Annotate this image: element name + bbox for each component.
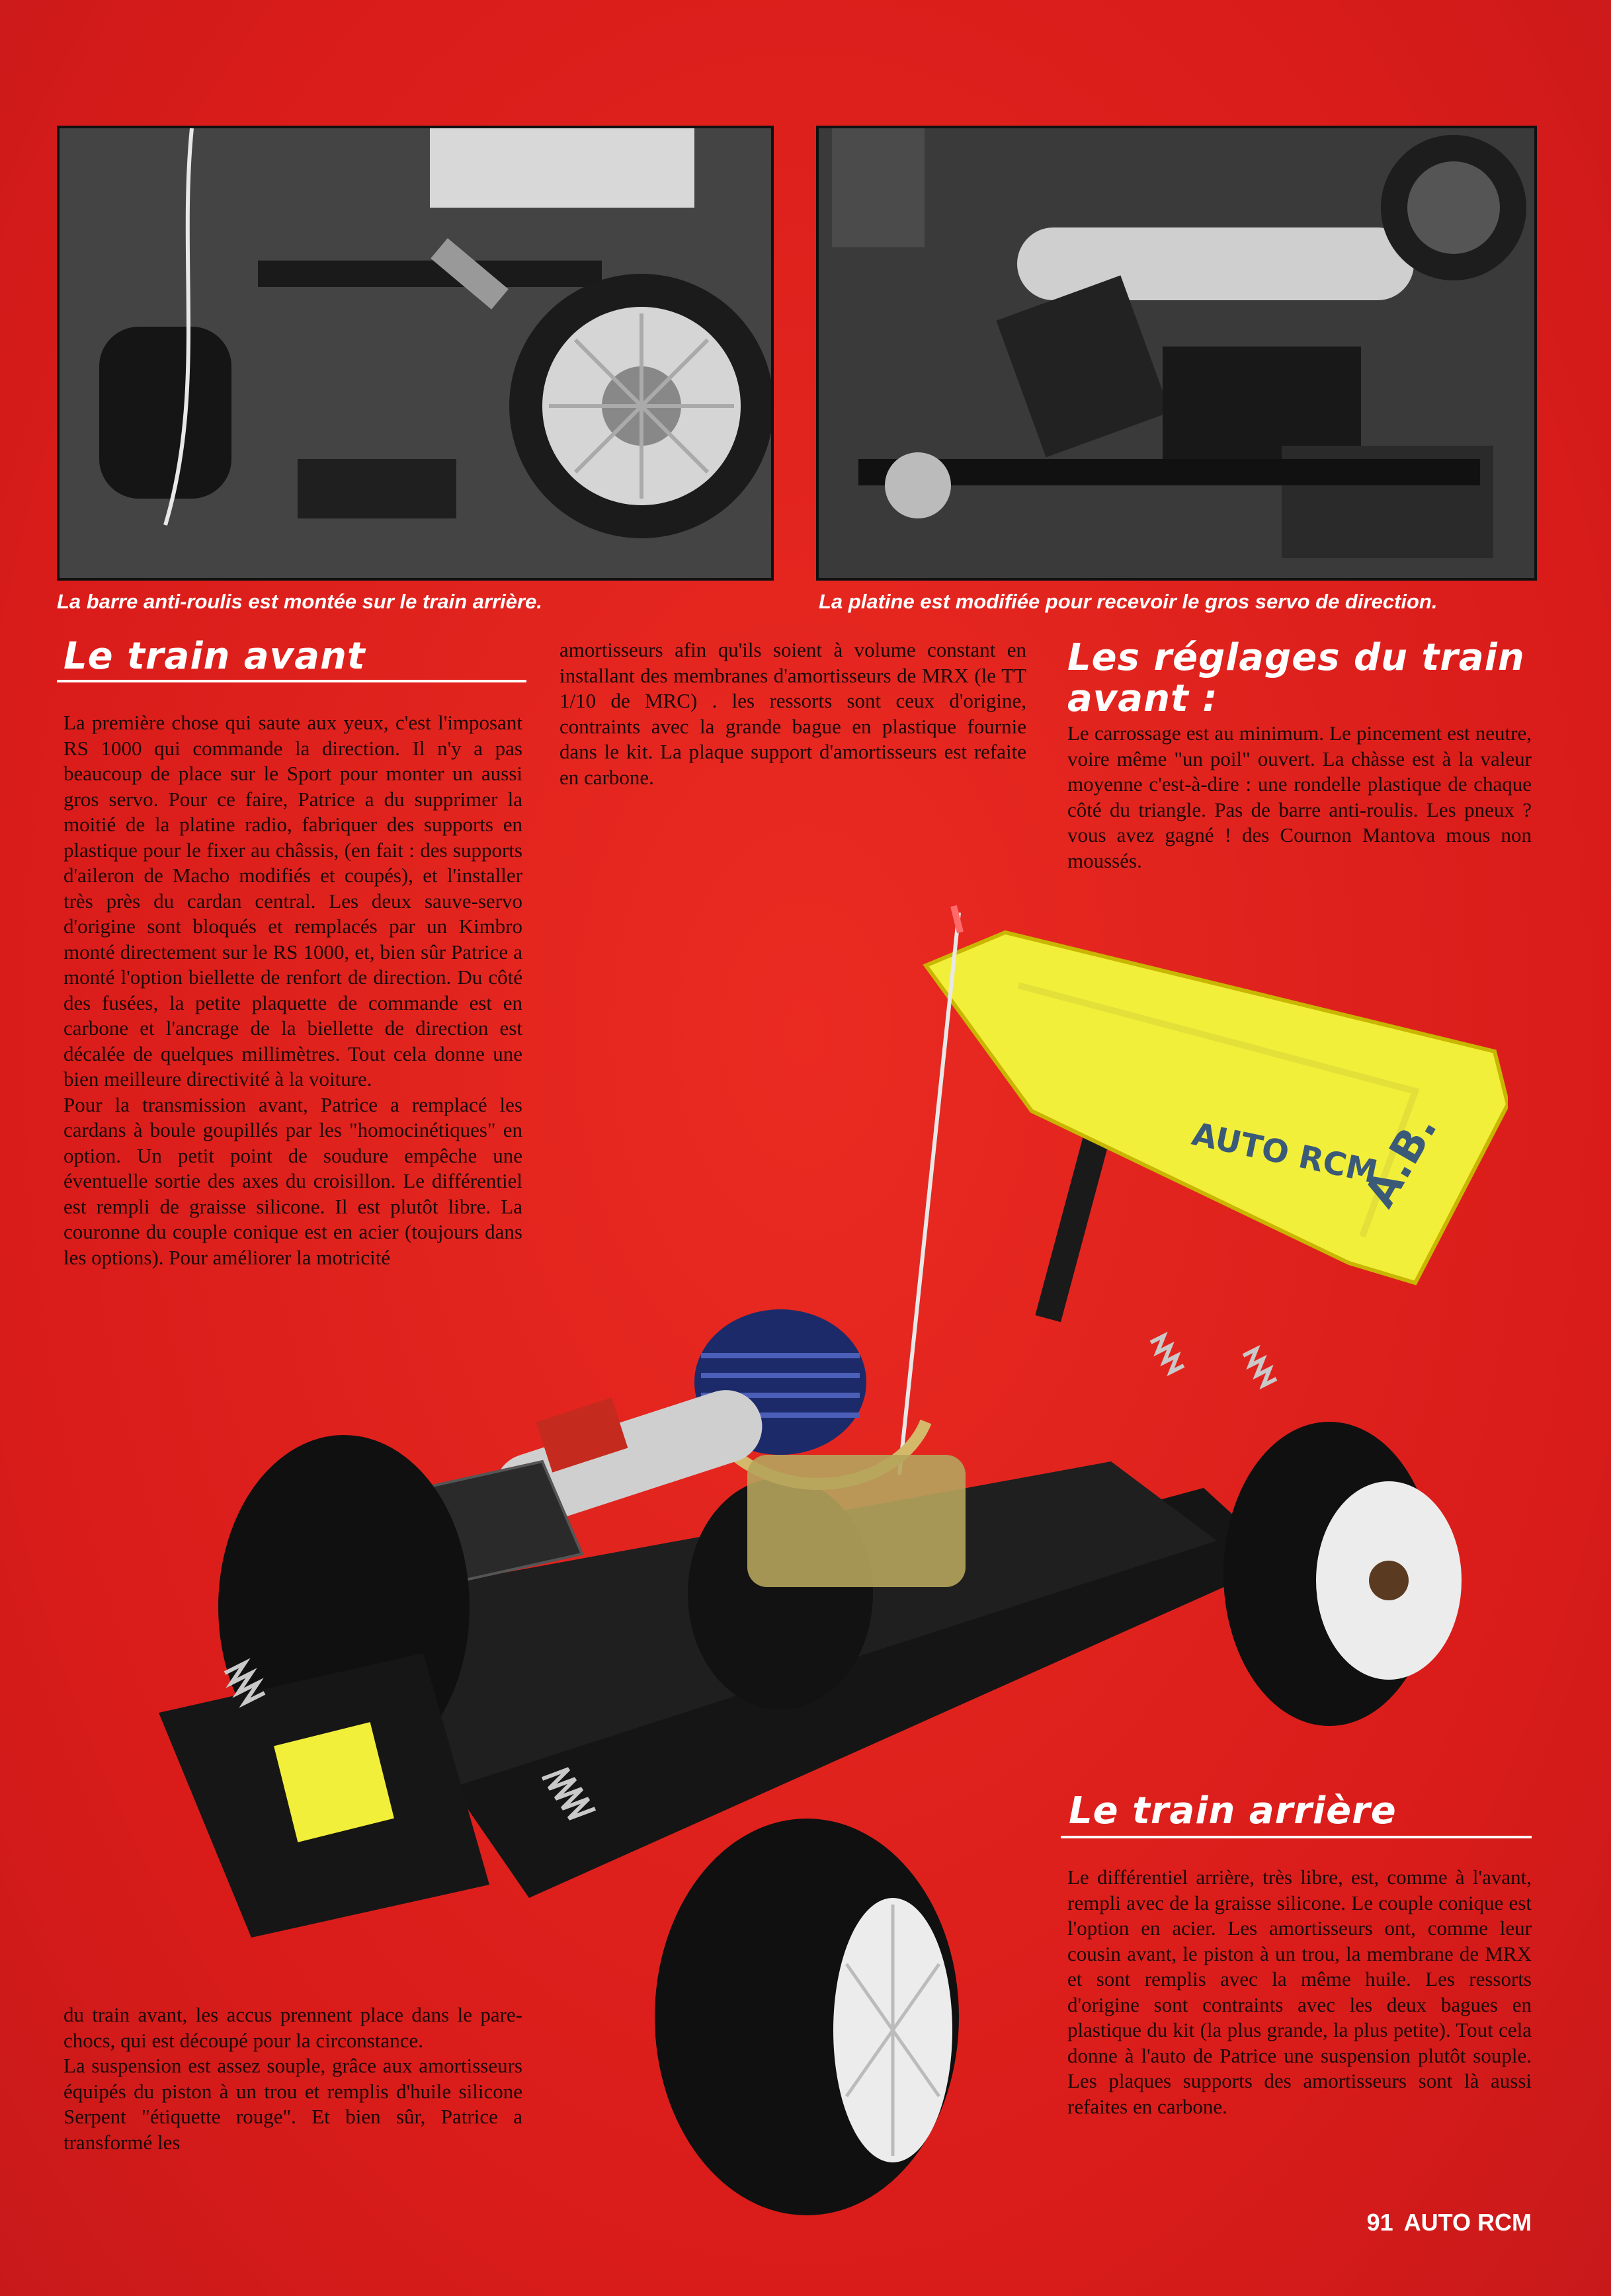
front-settings-paragraph: Le carrossage est au minimum. Le pincement est neutre, voire même "un poil" ouvert. La chàsse est à la valeur moyenne c'est-à-dire : une rondelle plastique de chaque côté du triangle. Pas de barre anti-roulis. Les pneux ? vous avez gagné ! des Cournon Mantova mous non moussés. [1067, 721, 1532, 872]
heading-rear-axle: Le train arrière [1069, 1789, 1397, 1832]
wing-decal-rcm: AUTO RCM [1188, 1115, 1381, 1191]
heading-underline-rear [1061, 1836, 1532, 1838]
heading-front-settings-line1: Les réglages du train [1067, 636, 1525, 679]
front-axle-paragraph-4: La suspension est assez souple, grâce aux amortisseurs équipés du piston à un trou et remplis d'huile silicone Serpent "étiquette rouge". Et bien sûr, Patrice a transformé les [63, 2054, 522, 2154]
front-axle-paragraph-2: Pour la transmission avant, Patrice a remplacé les cardans à boule goupillés par les "homocinétiques" en option. Un petit point de soudure empêche une éventuelle sortie des axes du croisillon. Le différentiel est rempli de graisse silicone. Il est plutôt libre. La couronne du couple conique est en acier (toujours dans les options). Pour améliorer la motricité [63, 1092, 522, 1269]
rear-axle-text [1067, 1865, 1532, 2119]
middle-column-paragraph: amortisseurs afin qu'ils soient à volume constant en installant des membranes d'amortisseurs de MRX (le TT 1/10 de MRC) . les ressorts sont ceux d'origine, contraints avec la grande bague en plastique fournie dans le kit. La plaque support d'amortisseurs est refaite en carbone. [559, 638, 1026, 789]
page-number: 91 [1366, 2209, 1393, 2236]
heading-front-axle: Le train avant [63, 635, 366, 678]
wing-decal-initials: A.B. [1355, 1106, 1447, 1215]
front-axle-paragraph-1: La première chose qui saute aux yeux, c'est l'imposant RS 1000 qui commande la direction. Il n'y a pas beaucoup de place sur le Sport pour monter un aussi gros servo. Pour ce faire, Patrice a du supprimer la moitié de la platine radio, fabriquer des supports en plastique pour le fixer au châssis, (en fait : des supports d'aileron de Macho modifiés et coupés), et l'installer très près du cardan central. Les deux sauve-servo d'origine sont bloqués et remplacés par un Kimbro monté directement sur le RS 1000, et, bien sûr Patrice a monté l'option biellette de renfort de direction. Du côté des fusées, la petite plaquette de commande est en carbone et l'ancrage de la biellette de direction est décalée de quelques millimètres. Tout cela donne une bien meilleure directivité à la voiture. [63, 711, 522, 1090]
page-footer [1367, 2209, 1532, 2236]
magazine-name: AUTO RCM [1403, 2209, 1532, 2236]
front-axle-continued-text [63, 2002, 522, 2155]
rear-axle-paragraph: Le différentiel arrière, très libre, est, comme à l'avant, rempli avec de la graisse silicone. Le couple conique est l'option en acier. Les amortisseurs ont, comme leur cousin avant, le piston à un trou, la membrane de MRX et sont remplis avec la même huile. Les ressorts d'origine sont contraints avec les deux bagues en plastique du kit (la plus grande, la plus petite). Tout cela donne à l'auto de Patrice une suspension plutôt souple. Les plaques supports des amortisseurs sont là aussi refaites en carbone. [1067, 1866, 1532, 2118]
heading-underline-front [57, 680, 526, 682]
photo-anti-roll-bar [57, 126, 774, 581]
front-axle-paragraph-3: du train avant, les accus prennent place dans le pare-chocs, qui est découpé pour la circonstance. [63, 2003, 522, 2052]
front-settings-text [1067, 721, 1532, 874]
middle-column-text [559, 637, 1026, 790]
heading-front-settings-line2: avant : [1067, 677, 1218, 720]
caption-right-photo: La platine est modifiée pour recevoir le gros servo de direction. [819, 590, 1438, 613]
caption-left-photo: La barre anti-roulis est montée sur le train arrière. [57, 590, 542, 613]
photo-radio-plate [816, 126, 1537, 581]
